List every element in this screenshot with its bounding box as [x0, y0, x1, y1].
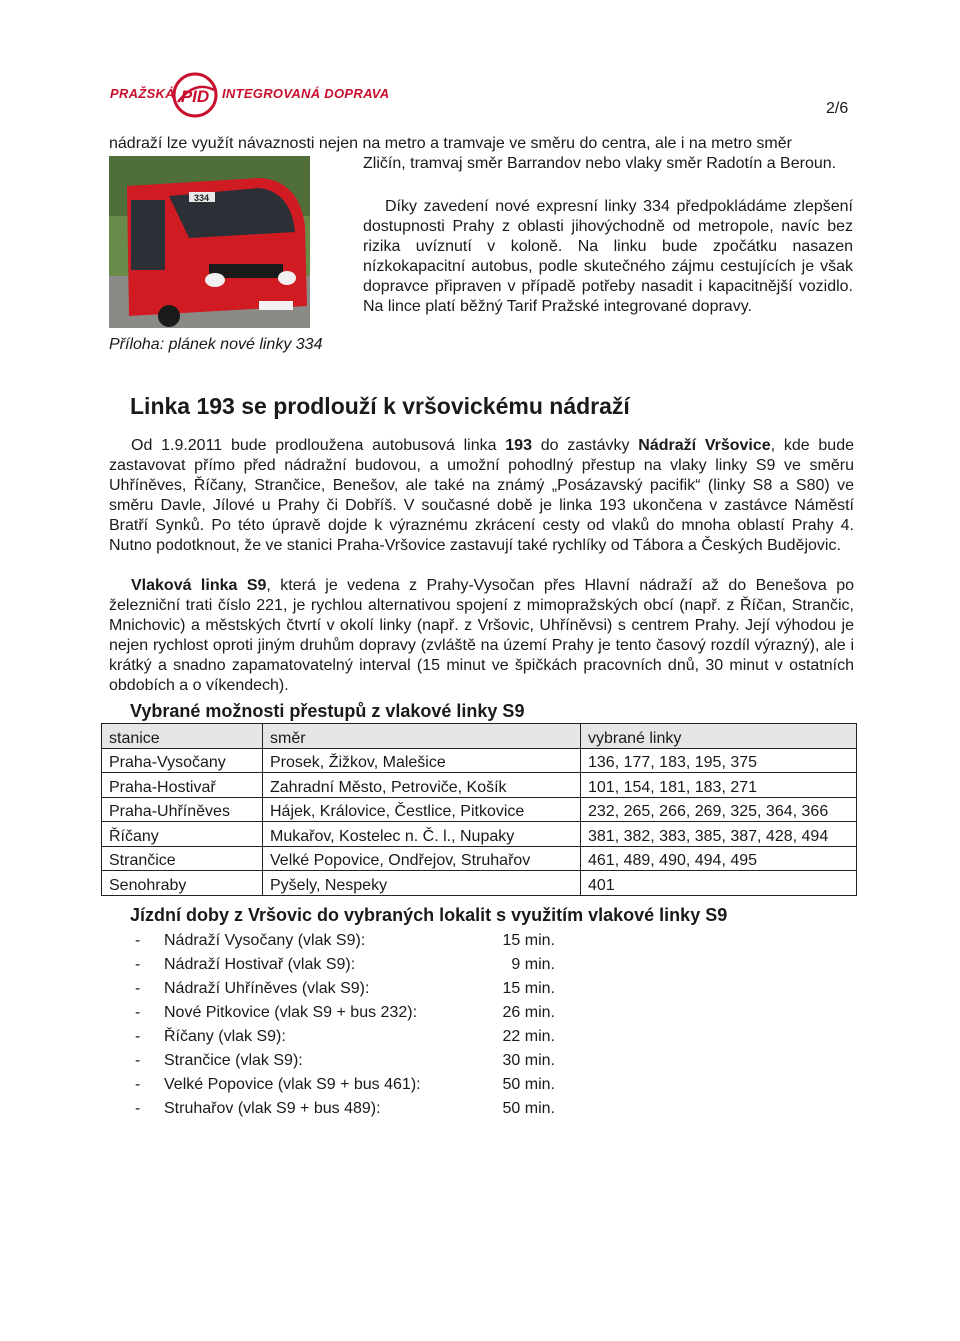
cell-station: Senohraby: [102, 871, 263, 896]
cell-station: Praha-Uhříněves: [102, 797, 263, 822]
cell-lines: 401: [581, 871, 857, 896]
item-time: 26 min.: [502, 1004, 555, 1021]
cell-lines: 232, 265, 266, 269, 325, 364, 366: [581, 797, 857, 822]
list-item: - Říčany (vlak S9): 22 min.: [135, 1028, 555, 1045]
item-destination: Velké Popovice (vlak S9 + bus 461):: [164, 1076, 421, 1093]
intro-line-1: nádraží lze využít návaznosti nejen na metro a tramvaje ve směru do centra, ale i na metro směr: [109, 135, 792, 152]
p2-text: , která je vedena z Prahy-Vysočan přes Hlavní nádraží až do Benešova po železniční trati číslo 221, je rychlou alternativou spojení z mimopražských obcí (např. z Říčan, Strančic, Mnichovic) a městských čtvrtí v okolí linky (např. z Vršovic, Uhříněvsi) s centrem Prahy. Její výhodou je nejen rychlost oproti jiným druhům dopravy (zvláště na území Prahy je tento časový rozdíl výrazný), ale i krátký a snadno zapamatovatelný interval (15 minut ve špičkách pracovních dnů, 30 minut v ostatních obdobích a o víkendech).: [109, 577, 854, 694]
item-time: 30 min.: [502, 1052, 555, 1069]
page-number: 2/6: [826, 100, 849, 117]
item-destination: Struhařov (vlak S9 + bus 489):: [164, 1100, 381, 1117]
cell-direction: Prosek, Žižkov, Malešice: [263, 748, 581, 773]
travel-times-heading: Jízdní doby z Vršovic do vybraných lokalit s využitím vlakové linky S9: [130, 905, 728, 925]
col-header-direction: směr: [263, 724, 581, 749]
intro-paragraph-334: [363, 197, 853, 317]
travel-times-list: [135, 931, 555, 1123]
list-item: - Struhařov (vlak S9 + bus 489): 50 min.: [135, 1100, 555, 1117]
list-item: - Nádraží Vysočany (vlak S9): 15 min.: [135, 932, 555, 949]
table-row: [102, 748, 857, 773]
intro-para-text: Díky zavedení nové expresní linky 334 předpokládáme zlepšení dostupnosti Prahy z oblasti jihovýchodně od metropole, navíc bez rizika uvíznutí v koloně. Na linku bude zpočátku nasazen nízkokapacitní autobus, podle skutečného zájmu cestujících je však dopravce připraven v případě potřeby nasadit i kapacitnější vozidlo. Na lince platí běžný Tarif Pražské integrované dopravy.: [363, 198, 853, 315]
list-item: - Nádraží Uhříněves (vlak S9): 15 min.: [135, 980, 555, 997]
cell-direction: Pyšely, Nespeky: [263, 871, 581, 896]
table-header-row: [102, 724, 857, 749]
col-header-lines: vybrané linky: [581, 724, 857, 749]
cell-station: Říčany: [102, 822, 263, 847]
p1-line-number: 193: [505, 437, 532, 454]
cell-lines: 381, 382, 383, 385, 387, 428, 494: [581, 822, 857, 847]
cell-lines: 461, 489, 490, 494, 495: [581, 846, 857, 871]
list-item: - Nádraží Hostivař (vlak S9): 9 min.: [135, 956, 555, 973]
item-destination: Nádraží Hostivař (vlak S9):: [164, 956, 356, 973]
item-destination: Nádraží Vysočany (vlak S9):: [164, 932, 366, 949]
item-time: 15 min.: [502, 980, 555, 997]
section-heading-193: Linka 193 se prodlouží k vršovickému nádraží: [130, 393, 630, 419]
list-item: - Strančice (vlak S9): 30 min.: [135, 1052, 555, 1069]
p1-text-c: do zastávky: [531, 437, 639, 454]
table-row: [102, 773, 857, 798]
item-time: 50 min.: [502, 1076, 555, 1093]
item-time: 15 min.: [502, 932, 555, 949]
bus-photo: [109, 156, 310, 328]
table-row: [102, 846, 857, 871]
cell-lines: 136, 177, 183, 195, 375: [581, 748, 857, 773]
list-item: - Nové Pitkovice (vlak S9 + bus 232): 26 min.: [135, 1004, 555, 1021]
p2-line-name: Vlaková linka S9: [131, 577, 267, 594]
p1-text-a: Od 1.9.2011 bude prodloužena autobusová linka: [131, 437, 506, 454]
cell-lines: 101, 154, 181, 183, 271: [581, 773, 857, 798]
paragraph-s9: [109, 576, 854, 696]
table-row: [102, 797, 857, 822]
item-time: 22 min.: [502, 1028, 555, 1045]
item-destination: Nové Pitkovice (vlak S9 + bus 232):: [164, 1004, 418, 1021]
pid-logo-icon: [172, 72, 218, 118]
cell-station: Praha-Vysočany: [102, 748, 263, 773]
cell-direction: Mukařov, Kostelec n. Č. l., Nupaky: [263, 822, 581, 847]
brand-right: INTEGROVANÁ DOPRAVA: [222, 86, 390, 101]
list-item: - Velké Popovice (vlak S9 + bus 461): 50 min.: [135, 1076, 555, 1093]
table-row: [102, 822, 857, 847]
cell-station: Praha-Hostivař: [102, 773, 263, 798]
brand-left: PRAŽSKÁ: [110, 86, 175, 101]
paragraph-193: [109, 436, 854, 556]
col-header-station: stanice: [102, 724, 263, 749]
item-time: 9 min.: [511, 956, 555, 973]
photo-caption: Příloha: plánek nové linky 334: [109, 336, 323, 353]
cell-direction: Velké Popovice, Ondřejov, Struhařov: [263, 846, 581, 871]
item-destination: Nádraží Uhříněves (vlak S9):: [164, 980, 370, 997]
table-row: [102, 871, 857, 896]
cell-direction: Zahradní Město, Petroviče, Košík: [263, 773, 581, 798]
item-destination: Strančice (vlak S9):: [164, 1052, 303, 1069]
intro-line-2: Zličín, tramvaj směr Barrandov nebo vlaky směr Radotín a Beroun.: [363, 155, 837, 172]
item-destination: Říčany (vlak S9):: [164, 1028, 286, 1045]
bus-number: 334: [194, 193, 210, 203]
cell-station: Strančice: [102, 846, 263, 871]
cell-direction: Hájek, Královice, Čestlice, Pitkovice: [263, 797, 581, 822]
item-time: 50 min.: [502, 1100, 555, 1117]
transfers-heading: Vybrané možnosti přestupů z vlakové linky S9: [130, 701, 525, 721]
logo-letters: PID: [180, 87, 210, 106]
p1-stop-name: Nádraží Vršovice: [638, 437, 771, 454]
p1-text-e: , kde bude zastavovat přímo před nádražní budovou, a umožní pohodlný přestup na vlaky linky S9 ve směru Uhříněves, Říčany, Strančice, Benešov, ale také na známý „Posázavský pacifik“ (linky S8 a S80) ve směru Davle, Jílové u Prahy či Dobříš. V současné době je linka 193 ukončena v zastávce Náměstí Bratří Synků. Po této úpravě dojde k výraznému zkrácení cesty od vlaků do mnoha oblastí Prahy 4. Nutno podotknout, že ve stanici Praha-Vršovice zastavují také rychlíky od Tábora a Českých Budějovic.: [109, 437, 854, 554]
transfers-table: [101, 723, 857, 896]
